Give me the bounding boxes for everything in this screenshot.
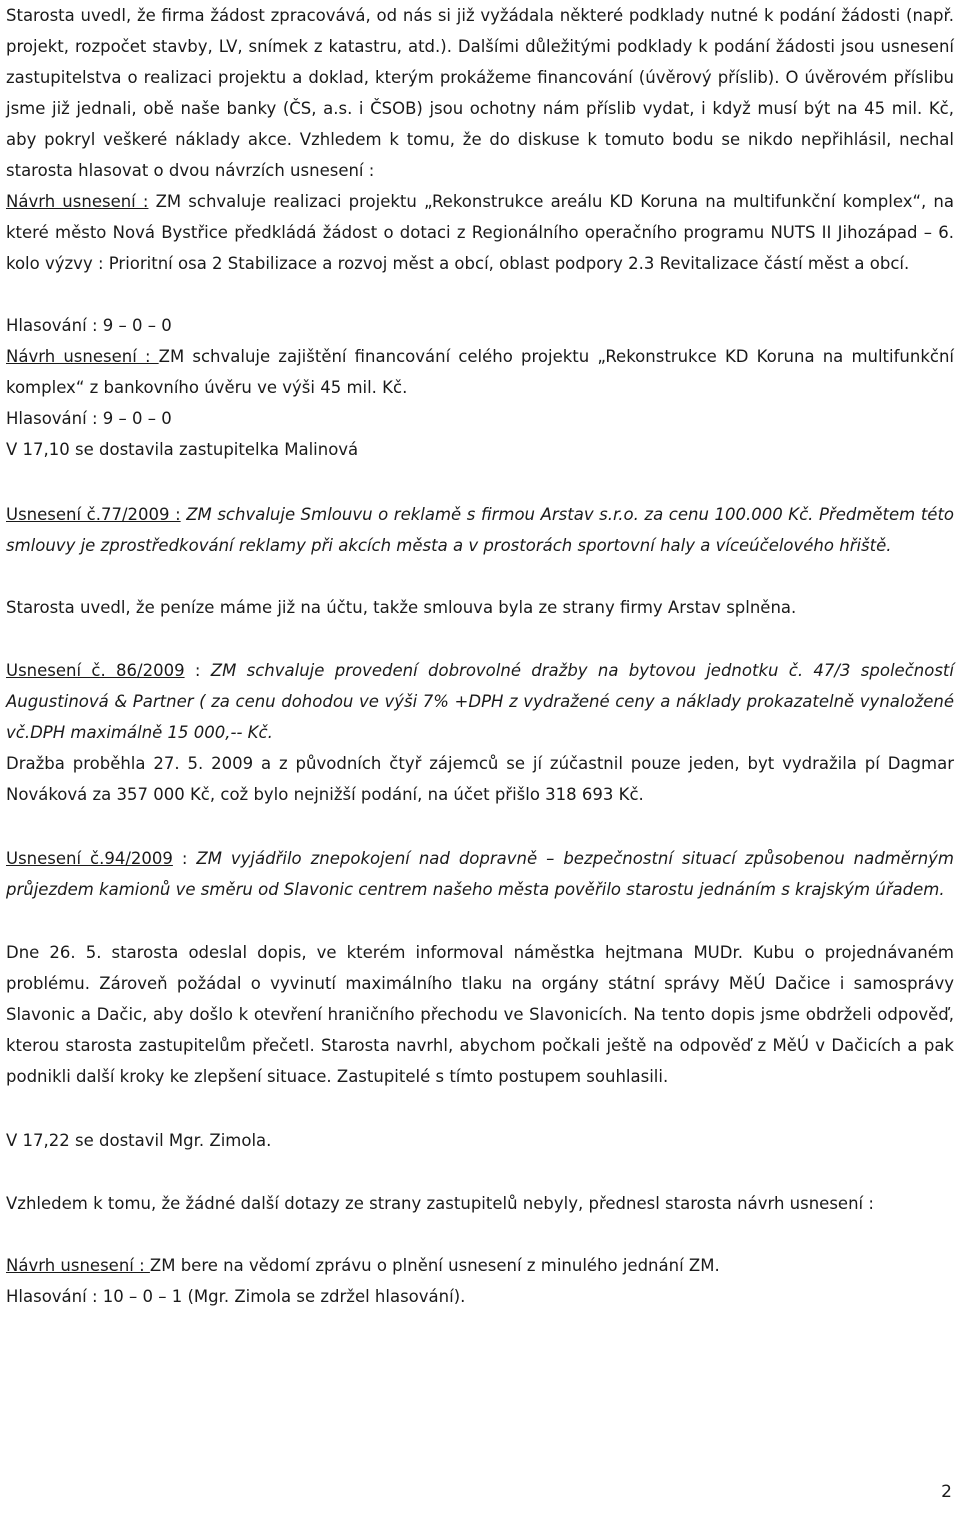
proposal-2-vote: Hlasování : 9 – 0 – 0 [6,409,172,428]
proposal-1-text: ZM schvaluje realizaci projektu „Rekonstrukce areálu KD Koruna na multifunkční komplex“, na které město Nová Bystřice předkládá žádost o dotaci z Regionálního operačního programu NUTS II Jihozápad – 6. kolo výzvy : Prioritní osa 2 Stabilizace a rozvoj měst a obcí, oblast podpory 2.3 Revitalizace částí měst a obcí. [6,192,954,273]
page-number: 2 [941,1482,952,1502]
closing-proposal-text: ZM bere na vědomí zprávu o plnění usnesení z minulého jednání ZM. [149,1256,720,1275]
resolution-77-comment: Starosta uvedl, že peníze máme již na účtu, takže smlouva byla ze strany firmy Arstav splněna. [6,598,797,617]
resolution-77-text: ZM schvaluje Smlouvu o reklamě s firmou Arstav s.r.o. za cenu 100.000 Kč. Předmětem této smlouvy je zprostředkování reklamy při akcích města a v prostorách sportovní haly a víceúčelového hřiště. [6,505,955,555]
proposal-2 [6,341,954,403]
intro-text: Starosta uvedl, že firma žádost zpracovává, od nás si již vyžádala některé podklady nutné k podání žádosti (např. projekt, rozpočet stavby, LV, snímek z katastru, atd.). Dalšími důležitými podklady k podání žádosti jsou usnesení zastupitelstva o realizaci projektu a doklad, kterým prokážeme financování (úvěrový příslib). O úvěrovém příslibu jsme již jednali, obě naše banky (ČS, a.s. i ČSOB) jsou ochotny nám příslib vydat, i když musí být na 45 mil. Kč, aby pokryl veškeré náklady akce. Vzhledem k tomu, že do diskuse k tomuto bodu se nikdo nepřihlásil, nechal starosta hlasovat o dvou návrzích usnesení : [6,6,954,180]
proposal-2-text: ZM schvaluje zajištění financování celého projektu „Rekonstrukce KD Koruna na multifunkční komplex“ z bankovního úvěru ve výši 45 mil. Kč. [6,347,955,397]
resolution-94: Usnesení č.94/2009 : ZM vyjádřilo znepokojení nad dopravně – bezpečnostní situací způsobenou nadměrným průjezdem kamionů ve směru od Slavonic centrem našeho města pověřilo starostu jednáním s krajským úřadem. [6,849,954,899]
arrival-note-zimola: V 17,22 se dostavil Mgr. Zimola. [6,1131,272,1150]
closing-intro: Vzhledem k tomu, že žádné další dotazy ze strany zastupitelů nebyly, přednesl starosta návrh usnesení : [6,1194,874,1213]
resolution-94-comment: Dne 26. 5. starosta odeslal dopis, ve kterém informoval náměstka hejtmana MUDr. Kubu o projednávaném problému. Zároveň požádal o vyvinutí maximálního tlaku na orgány státní správy MěÚ Dačice i samosprávy Slavonic a Dačic, aby došlo k otevření hraničního přechodu ve Slavonicích. Na tento dopis jsme obdrželi odpověď, kterou starosta zastupitelům přečetl. Starosta navrhl, abychom počkali ještě na odpověď z MěÚ v Dačicích a pak podnikli další kroky ke zlepšení situace. Zastupitelé s tímto postupem souhlasili. [6,943,954,1086]
resolution-94-text: ZM vyjádřilo znepokojení nad dopravně – bezpečnostní situací způsobenou nadměrným průjezdem kamionů ve směru od Slavonic centrem našeho města pověřilo starostu jednáním s krajským úřadem. [6,849,954,899]
closing-vote: Hlasování : 10 – 0 – 1 (Mgr. Zimola se zdržel hlasování). [6,1287,466,1306]
resolution-77 [6,499,954,561]
arrival-note-malinova: V 17,10 se dostavila zastupitelka Malinová [6,440,359,459]
closing-proposal-label: Návrh usnesení : [6,1256,150,1275]
intro-paragraph [6,0,954,186]
resolution-86-label: Usnesení č. 86/2009 [6,661,185,680]
closing-proposal [6,1250,954,1281]
proposal-2-label: Návrh usnesení : [6,347,159,366]
resolution-86-text: ZM schvaluje provedení dobrovolné dražby na bytovou jednotku č. 47/3 společností Augustinová & Partner ( za cenu dohodou ve výši 7% +DPH z vydražené ceny a náklady prokazatelně vynaložené vč.DPH maximálně 15 000,-- Kč. [6,661,954,742]
resolution-86-comment: Dražba proběhla 27. 5. 2009 a z původních čtyř zájemců se jí zúčastnil pouze jeden, byt vydražila pí Dagmar Nováková za 357 000 Kč, což bylo nejnižší podání, na účet přišlo 318 693 Kč. [6,754,954,804]
proposal-1-label: Návrh usnesení : [6,192,149,211]
resolution-86: Usnesení č. 86/2009 : ZM schvaluje provedení dobrovolné dražby na bytovou jednotku č. 47/3 společností Augustinová & Partner ( za cenu dohodou ve výši 7% +DPH z vydražené ceny a náklady prokazatelně vynaložené vč.DPH maximálně 15 000,-- Kč. [6,661,954,742]
proposal-1-vote: Hlasování : 9 – 0 – 0 [6,316,172,335]
resolution-77-label: Usnesení č.77/2009 : [6,505,181,524]
proposal-1 [6,186,954,279]
resolution-94-label: Usnesení č.94/2009 [6,849,173,868]
